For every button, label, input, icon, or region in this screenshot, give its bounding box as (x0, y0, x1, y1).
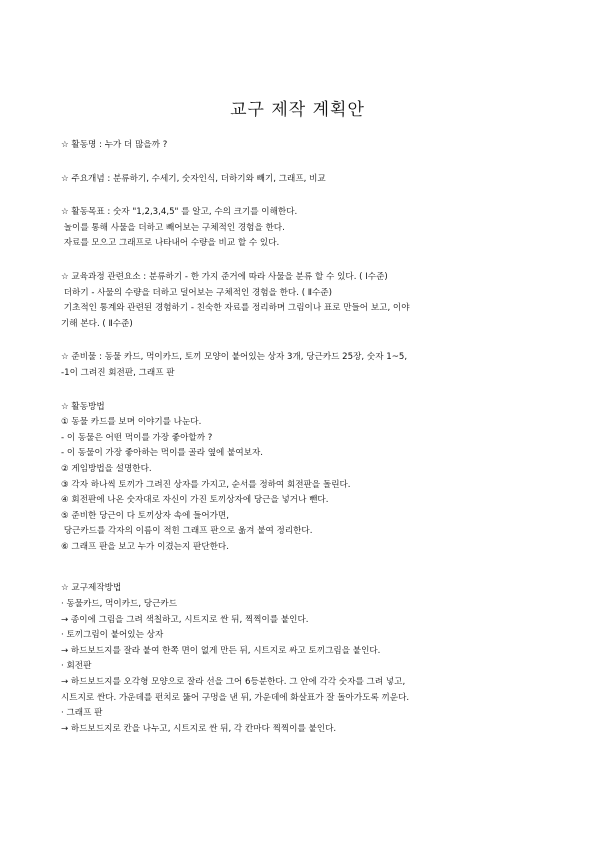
production-line: → 하드보드지를 오각형 모양으로 잘라 선을 그어 6등분한다. 그 안에 각각 숫자를 그려 넣고, (61, 677, 406, 688)
activity-methods-section (61, 400, 523, 556)
methods-step: ③ 각자 하나씩 토끼가 그려진 상자를 가지고, 순서를 정하여 회전판을 돌린다. (61, 479, 351, 490)
production-line: · 동물카드, 먹이카드, 당근카드 (61, 599, 178, 610)
methods-step: 당근카드를 각자의 이름이 적힌 그래프 판으로 옮겨 붙여 정리한다. (61, 526, 313, 537)
curriculum-line: 기초적인 통계와 관련된 경험하기 - 친숙한 자료를 정리하며 그림이나 표로 만들어 보고, 이야 (61, 303, 410, 314)
document-title: 교구 제작 계획안 (230, 100, 365, 120)
methods-step: - 이 동물은 어떤 먹이를 가장 좋아할까 ? (61, 432, 213, 443)
production-line: · 그래프 판 (61, 708, 103, 719)
activity-name: ☆ 활동명 : 누가 더 많을까 ? (61, 140, 168, 150)
methods-step: ② 게임방법을 설명한다. (61, 463, 152, 474)
goals-line: ☆ 활동목표 : 숫자 "1,2,3,4,5" 를 알고, 수의 크기를 이해한다. (61, 207, 298, 218)
key-concepts: ☆ 주요개념 : 분류하기, 수세기, 숫자인식, 더하기와 빼기, 그래프, 비교 (61, 173, 326, 184)
methods-step: ④ 회전판에 나온 숫자대로 자신이 가진 토끼상자에 당근을 넣거나 뺀다. (61, 495, 329, 506)
goals-line: 자료를 모으고 그래프로 나타내어 수량을 비교 할 수 있다. (61, 238, 280, 249)
document-body (61, 138, 523, 737)
activity-goals-section (61, 205, 523, 252)
production-line: → 종이에 그림을 그려 색칠하고, 시트지로 싼 뒤, 찍찍이를 붙인다. (61, 614, 309, 625)
goals-line: 놀이를 통해 사물을 더하고 빼어보는 구체적인 경험을 한다. (61, 222, 285, 233)
production-line: → 하드보드지로 칸을 나누고, 시트지로 싼 뒤, 각 칸마다 찍찍이를 붙인다. (61, 723, 337, 734)
methods-step: ① 동물 카드를 보며 이야기를 나눈다. (61, 417, 202, 428)
production-line: 시트지로 싼다. 가운데를 펀치로 뚫어 구멍을 낸 뒤, 가운데에 화살표가 잘 돌아가도록 끼운다. (61, 692, 410, 703)
methods-step: - 이 동물이 가장 좋아하는 먹이를 골라 옆에 붙여보자. (61, 448, 264, 459)
curriculum-line: 더하기 - 사물의 수량을 더하고 덜어보는 구체적인 경험을 한다. ( Ⅱ수준) (61, 287, 332, 298)
production-line: · 회전판 (61, 661, 92, 672)
curriculum-line: ☆ 교육과정 관련요소 : 분류하기 - 한 가지 준거에 따라 사물을 분류 할 수 있다. ( Ⅰ수준) (61, 271, 388, 282)
materials-line: -1이 그려진 회전판, 그래프 판 (61, 367, 175, 378)
methods-step: ⑤ 준비한 당근이 다 토끼상자 속에 들어가면, (61, 510, 229, 521)
materials-section (61, 350, 523, 381)
methods-step: ⑥ 그래프 판을 보고 누가 이겼는지 판단한다. (61, 541, 229, 552)
materials-line: ☆ 준비물 : 동물 카드, 먹이카드, 토끼 모양이 붙어있는 상자 3개, 당근카드 25장, 숫자 1~5, (61, 352, 408, 363)
curriculum-section (61, 270, 523, 332)
production-line: → 하드보드지를 잘라 붙여 한쪽 면이 없게 만든 뒤, 시트지로 싸고 토끼그림을 붙인다. (61, 645, 381, 656)
production-method-section (61, 581, 523, 737)
production-line: · 토끼그림이 붙어있는 상자 (61, 630, 164, 641)
production-heading: ☆ 교구제작방법 (61, 583, 122, 594)
curriculum-line: 기해 본다. ( Ⅱ수준) (61, 318, 133, 329)
methods-heading: ☆ 활동방법 (61, 401, 105, 412)
